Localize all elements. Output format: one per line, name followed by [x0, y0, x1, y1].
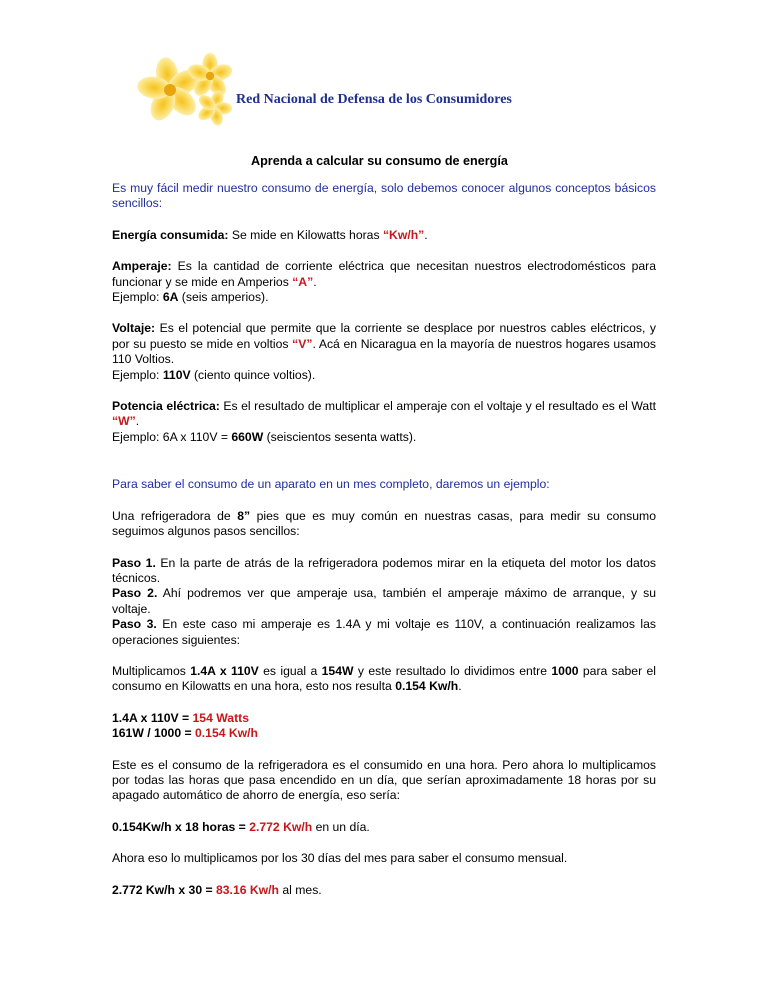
amperaje-paragraph: Amperaje: Es la cantidad de corriente eléctrica que necesitan nuestros electrodomésticos para funcionar y se mide en Amperios “A”. Ejemplo: 6A (seis amperios).: [112, 259, 656, 305]
flower-logo: [132, 50, 236, 128]
organization-title: Red Nacional de Defensa de los Consumidores: [236, 92, 512, 107]
intro-paragraph: Es muy fácil medir nuestro consumo de energía, solo debemos conocer algunos conceptos básicos sencillos:: [112, 181, 656, 211]
term-potencia: Potencia eléctrica:: [112, 399, 220, 414]
energia-paragraph: Energía consumida: Se mide en Kilowatts horas “Kw/h”.: [112, 227, 428, 242]
hours-paragraph: Este es el consumo de la refrigeradora es el consumido en una hora. Pero ahora lo multiplicamos por todas las horas que pasa encendido en un día, que serían aproximadamente 18 horas por su apagado automático de ahorro de energía, eso sería:: [112, 757, 656, 803]
voltaje-paragraph: Voltaje: Es el potencial que permite que la corriente se desplace por nuestros cables eléctricos, y por su puesto se mide en voltios “V”. Acá en Nicaragua en la mayoría de nuestros hogares usamos 110 Voltios. Ejemplo: 110V (ciento quince voltios).: [112, 321, 656, 382]
fridge-paragraph: Una refrigeradora de 8” pies que es muy común en nuestras casas, para medir su consumo seguimos algunos pasos sencillos:: [112, 508, 656, 539]
step-label: Paso 3.: [112, 617, 157, 632]
multiply-paragraph: Multiplicamos 1.4A x 110V es igual a 154W y este resultado lo dividimos entre 1000 para saber el consumo en Kilowatts en una hora, esto nos resulta 0.154 Kw/h.: [112, 663, 656, 694]
example-intro: Para saber el consumo de un aparato en un mes completo, daremos un ejemplo:: [112, 477, 550, 492]
monthly-paragraph: Ahora eso lo multiplicamos por los 30 días del mes para saber el consumo mensual.: [112, 851, 568, 866]
term-amperaje: Amperaje:: [112, 259, 172, 274]
monthly-result: 2.772 Kw/h x 30 = 83.16 Kw/h al mes.: [112, 882, 322, 897]
document-title: Aprenda a calcular su consumo de energía: [251, 154, 508, 168]
steps-list: Paso 1. En la parte de atrás de la refrigeradora podemos mirar en la etiqueta del motor los datos técnicos. Paso 2. Ahí podremos ver que amperaje usa, también el amperaje máximo de arranque, y su voltaje. Paso 3. En este caso mi amperaje es 1.4A y mi voltaje es 110V, a continuación realizamos las operaciones siguientes:: [112, 555, 657, 647]
step-label: Paso 2.: [112, 586, 158, 601]
document-body: [112, 181, 656, 914]
term-voltaje: Voltaje:: [112, 321, 156, 336]
step-label: Paso 1.: [112, 555, 156, 570]
daily-result: 0.154Kw/h x 18 horas = 2.772 Kw/h en un día.: [112, 819, 370, 834]
potencia-paragraph: Potencia eléctrica: Es el resultado de multiplicar el amperaje con el voltaje y el resultado es el Watt “W”. Ejemplo: 6A x 110V = 660W (seiscientos sesenta watts).: [112, 399, 656, 444]
calculation-block: 1.4A x 110V = 154 Watts 161W / 1000 = 0.154 Kw/h: [112, 710, 258, 741]
term-energia: Energía consumida:: [112, 227, 229, 242]
